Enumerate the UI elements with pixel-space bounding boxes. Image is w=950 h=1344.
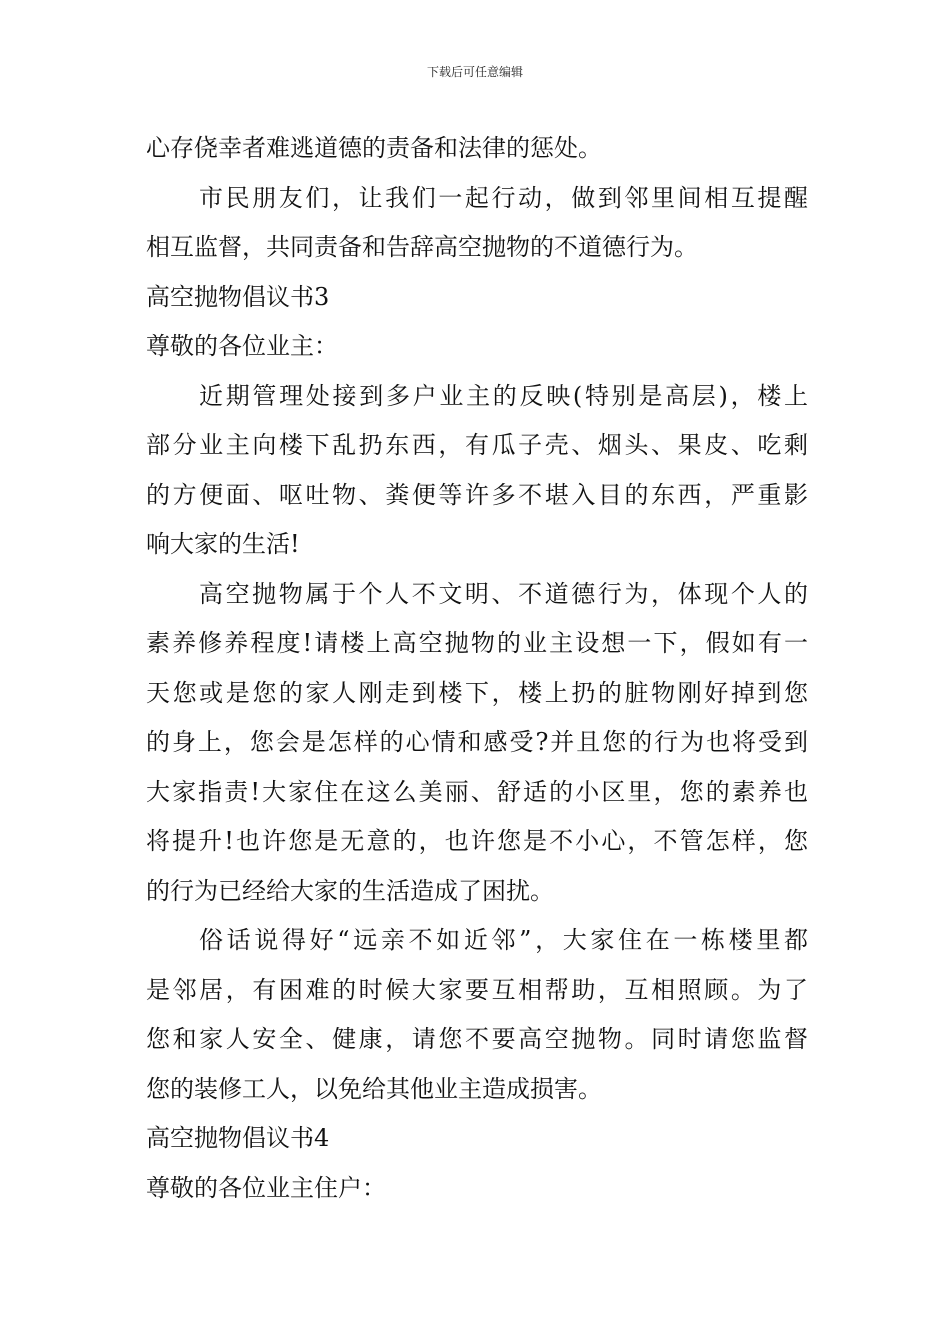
text-line: 素养修养程度!请楼上高空抛物的业主设想一下，假如有一	[146, 629, 808, 657]
document-body	[146, 124, 808, 1213]
text-line: 大家指责!大家住在这么美丽、舒适的小区里，您的素养也	[146, 777, 808, 806]
text-line: 的方便面、呕吐物、粪便等许多不堪入目的东西，严重影	[146, 480, 808, 509]
section-heading: 高空抛物倡议书4	[146, 1124, 330, 1152]
text-line: 的身上，您会是怎样的心情和感受?并且您的行为也将受到	[146, 728, 808, 756]
text-line: 您和家人安全、健康，请您不要高空抛物。同时请您监督	[146, 1025, 808, 1053]
text-line: 将提升!也许您是无意的，也许您是不小心，不管怎样，您	[146, 827, 808, 855]
section-heading: 高空抛物倡议书3	[146, 282, 330, 311]
text-line: 市民朋友们，让我们一起行动，做到邻里间相互提醒	[199, 183, 808, 212]
text-line: 是邻居，有困难的时候大家要互相帮助，互相照顾。为了	[146, 975, 808, 1004]
text-line: 高空抛物属于个人不文明、不道德行为，体现个人的	[199, 579, 808, 608]
text-line: 近期管理处接到多户业主的反映(特别是高层)，楼上	[199, 381, 808, 410]
text-line: 尊敬的各位业主住户：	[146, 1173, 386, 1202]
text-line: 部分业主向楼下乱扔东西，有瓜子壳、烟头、果皮、吃剩	[146, 431, 808, 459]
text-line: 您的装修工人，以免给其他业主造成损害。	[146, 1074, 602, 1103]
text-line: 尊敬的各位业主：	[146, 332, 338, 360]
text-line: 相互监督，共同责备和告辞高空抛物的不道德行为。	[146, 233, 698, 261]
text-line: 心存侥幸者难逃道德的责备和法律的惩处。	[146, 134, 602, 162]
text-line: 天您或是您的家人刚走到楼下，楼上扔的脏物刚好掉到您	[146, 678, 808, 707]
text-line: 的行为已经给大家的生活造成了困扰。	[146, 876, 554, 905]
text-line: 响大家的生活!	[146, 530, 300, 558]
page-header: 下载后可任意编辑	[426, 65, 523, 79]
text-line: 俗话说得好“远亲不如近邻”，大家住在一栋楼里都	[199, 926, 808, 954]
